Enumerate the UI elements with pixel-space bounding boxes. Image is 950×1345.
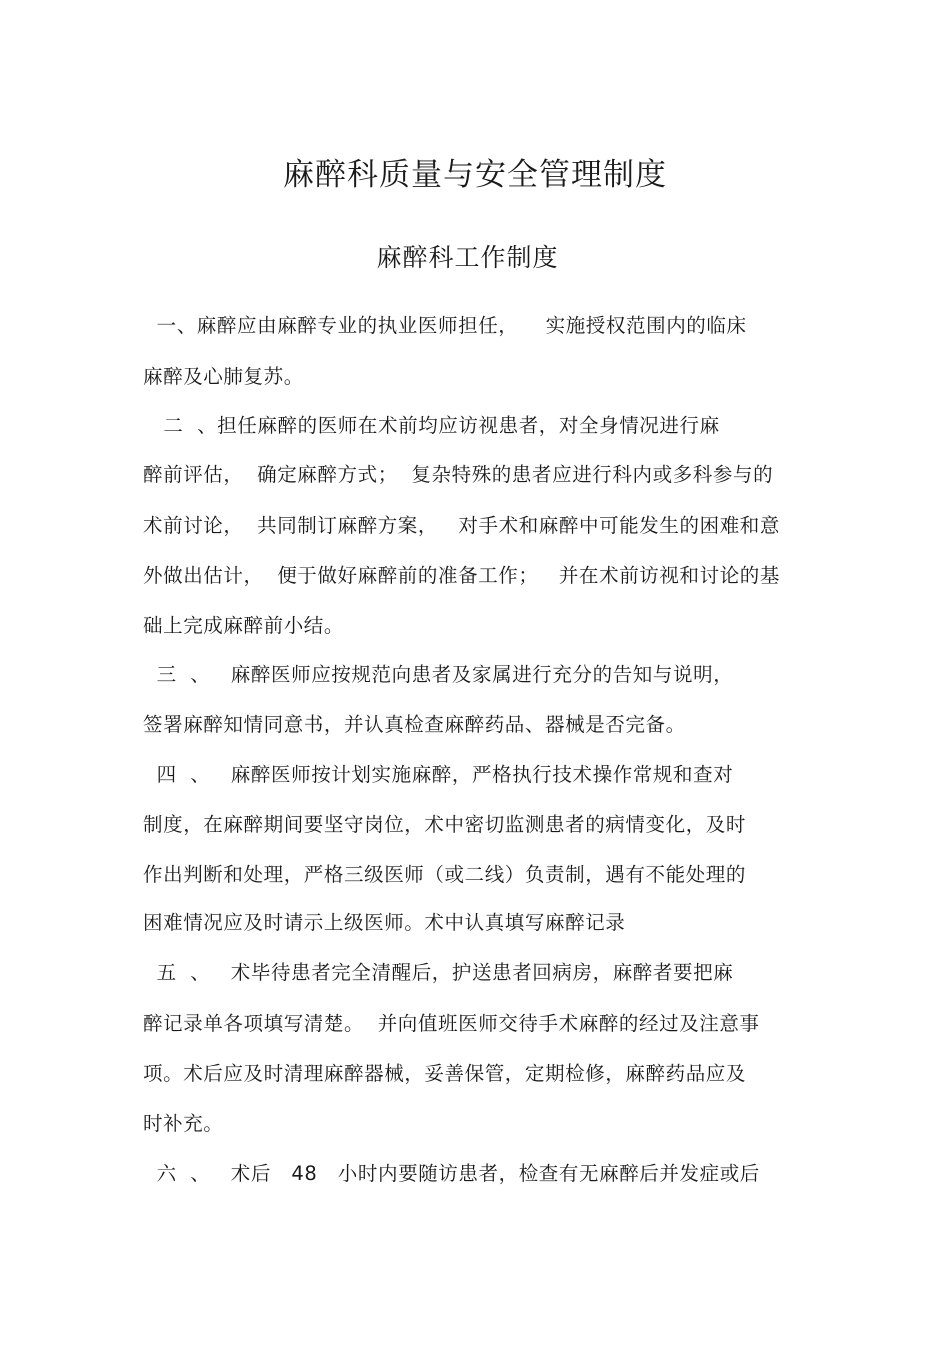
paragraph-line: 六 、 术后 48 小时内要随访患者，检查有无麻醉后并发症或后 bbox=[143, 1162, 760, 1185]
paragraph-line: 三 、 麻醉医师应按规范向患者及家属进行充分的告知与说明， bbox=[143, 663, 734, 686]
section-title: 麻醉科工作制度 bbox=[376, 243, 559, 272]
paragraph-line: 作出判断和处理，严格三级医师（或二线）负责制，遇有不能处理的 bbox=[143, 863, 747, 886]
paragraph-line: 困难情况应及时请示上级医师。术中认真填写麻醉记录 bbox=[143, 911, 626, 934]
paragraph-line: 时补充。 bbox=[143, 1112, 224, 1135]
paragraph-line: 一、麻醉应由麻醉专业的执业医师担任， 实施授权范围内的临床 bbox=[143, 314, 747, 337]
paragraph-line: 二 、担任麻醉的医师在术前均应访视患者，对全身情况进行麻 bbox=[143, 414, 720, 437]
paragraph-line: 醉前评估， 确定麻醉方式； 复杂特殊的患者应进行科内或多科参与的 bbox=[143, 463, 774, 486]
paragraph-line: 麻醉及心肺复苏。 bbox=[143, 365, 304, 388]
paragraph-line: 五 、 术毕待患者完全清醒后，护送患者回病房，麻醉者要把麻 bbox=[143, 961, 734, 984]
paragraph-line: 项。术后应及时清理麻醉器械，妥善保管，定期检修，麻醉药品应及 bbox=[143, 1062, 747, 1085]
paragraph-line: 签署麻醉知情同意书，并认真检查麻醉药品、器械是否完备。 bbox=[143, 713, 686, 736]
paragraph-line: 醉记录单各项填写清楚。 并向值班医师交待手术麻醉的经过及注意事 bbox=[143, 1012, 760, 1035]
paragraph-line: 术前讨论， 共同制订麻醉方案， 对手术和麻醉中可能发生的困难和意 bbox=[143, 514, 780, 537]
page-title: 麻醉科质量与安全管理制度 bbox=[283, 157, 667, 193]
paragraph-line: 外做出估计， 便于做好麻醉前的准备工作； 并在术前访视和讨论的基 bbox=[143, 564, 780, 587]
paragraph-line: 四 、 麻醉医师按计划实施麻醉，严格执行技术操作常规和查对 bbox=[143, 763, 734, 786]
paragraph-line: 础上完成麻醉前小结。 bbox=[143, 614, 345, 637]
paragraph-line: 制度，在麻醉期间要坚守岗位，术中密切监测患者的病情变化，及时 bbox=[143, 813, 747, 836]
